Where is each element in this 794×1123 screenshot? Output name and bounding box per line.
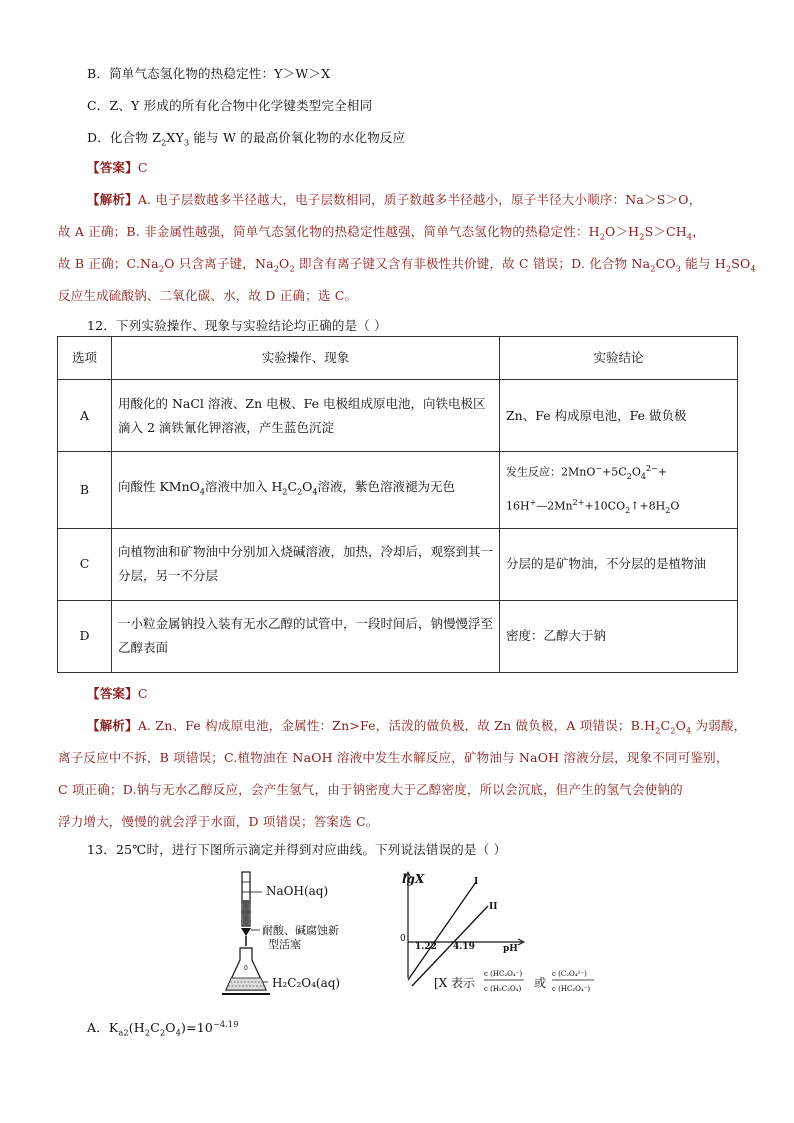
row-option: A [58,380,112,452]
svg-text:0: 0 [244,965,248,972]
q13-option-a: A．$K_{a2}(H_2C_2O_4)=10^{-4.19}$ [87,1019,239,1038]
q12-analysis-line4: 浮力增大，慢慢的就会浮于水面，D 项错误；答案选 C。 [58,814,379,829]
table-header-row [58,337,738,380]
line-i [408,882,476,980]
row-operation: 一小粒金属钠投入装有无水乙醇的试管中，一段时间后，钠慢慢浮至乙醇表面 [112,600,500,672]
fraction-1 [482,964,526,998]
q11-analysis-line3: 故 B 正确；$C.Na_2O$ 只含离子键，$Na_2O_2$ 即含有离子键又含有非极性共价键，故 C 错误；D. 化合物 $Na_2CO_3$ 能与 $H_2SO_4$ [58,256,756,274]
option-d-text: D．化合物 $Z_2XY_3$ 能与 W 的最高价氧化物的水化物反应 [87,130,406,148]
graph-origin: 0 [400,934,406,944]
q13-stem: 13．25℃时，进行下图所示滴定并得到对应曲线。下列说法错误的是（ ） [87,842,507,857]
row-option: D [58,600,112,672]
svg-text:c (C₂O₄²⁻): c (C₂O₄²⁻) [552,970,587,978]
q11-answer: 【答案】C [87,160,148,175]
option-c-text: C．Z、Y 形成的所有化合物中化学键类型完全相同 [87,98,373,113]
svg-text:c (H₂C₂O₄): c (H₂C₂O₄) [484,985,522,993]
q12-stem: 12．下列实验操作、现象与实验结论均正确的是（ ） [87,318,387,333]
row-conclusion: 发生反应：$2MnO^-+5C_2O_4^{2-}+$ $16H^+—2Mn^{2+}+10CO_2↑+8H_2O$ [500,452,738,529]
graph-xlabel: pH [503,944,518,954]
header-conclusion: 实验结论 [500,337,738,380]
table-row [58,528,738,600]
row-option: B [58,452,112,529]
q11-analysis-line4: 反应生成硫酸钠、二氧化碳、水，故 D 正确；选 C。 [58,288,358,303]
graph-tick-2: 4.19 [453,942,475,952]
q12-analysis-line2: 离子反应中不拆，B 项错误；C.植物油在 NaOH 溶液中发生水解反应，矿物油与 NaOH 溶液分层，现象不同可鉴别， [58,750,729,765]
graph-ylabel: lgX [402,872,425,886]
graph-line-label-i: I [474,877,479,887]
svg-text:c (HC₂O₄⁻): c (HC₂O₄⁻) [552,985,591,993]
q12-analysis-line3: C 项正确；D.钠与无水乙醇反应，会产生氢气，由于钠密度大于乙醇密度，所以会沉底，但产生的氢气会使钠的 [58,782,683,797]
table-row [58,452,738,529]
q11-analysis-line1: 【解析】A. 电子层数越多半径越大，电子层数相同，质子数越多半径越小，原子半径大小顺序：Na＞S＞O， [87,192,702,207]
table-row [58,380,738,452]
graph-tick-1: 1.22 [415,942,437,952]
header-option: 选项 [58,337,112,380]
table-row [58,600,738,672]
row-operation: 向酸性 KMnO$_4$溶液中加入 $H_2C_2O_4$溶液，紫色溶液褪为无色 [112,452,500,529]
graph-note: [X 表示 [434,976,476,990]
row-conclusion: 密度：乙醇大于钠 [500,600,738,672]
header-operation: 实验操作、现象 [112,337,500,380]
row-operation: 向植物油和矿物油中分别加入烧碱溶液，加热，冷却后，观察到其一分层，另一不分层 [112,528,500,600]
graph-line-label-ii: II [489,902,498,912]
burette-liquid [243,900,249,926]
apparatus-label-flask: H₂C₂O₄(aq) [272,976,341,990]
svg-text:c (HC₂O₄⁻): c (HC₂O₄⁻) [484,970,523,978]
q12-table [57,336,738,673]
row-conclusion: Zn、Fe 构成原电池，Fe 做负极 [500,380,738,452]
row-conclusion: 分层的是矿物油，不分层的是植物油 [500,528,738,600]
row-operation: 用酸化的 NaCl 溶液、Zn 电极、Fe 电极组成原电池，向铁电极区滴入 2 滴铁氰化钾溶液，产生蓝色沉淀 [112,380,500,452]
q12-answer: 【答案】C [87,686,148,701]
q11-analysis-line2: 故 A 正确；B. 非金属性越强，简单气态氢化物的热稳定性越强，简单气态氢化物的热稳定性：$H_2O>H_2S>CH_4$， [58,224,705,242]
apparatus-label-valve-1: 耐酸、碱腐蚀新 [262,924,339,937]
graph-note-or: 或 [534,976,547,990]
row-option: C [58,528,112,600]
q12-analysis-line1: 【解析】A. Zn、Fe 构成原电池，金属性：Zn>Fe，活泼的做负极，故 Zn 做负极，A 项错误；$B.H_2C_2O_4$ 为弱酸， [87,718,747,736]
fraction-2 [550,964,596,998]
option-b-text: B．简单气态氢化物的热稳定性：Y＞W＞X [87,66,331,81]
valve [241,928,251,936]
apparatus-label-naoh: NaOH(aq) [266,884,329,898]
apparatus-label-valve-2: 型活塞 [268,938,301,951]
